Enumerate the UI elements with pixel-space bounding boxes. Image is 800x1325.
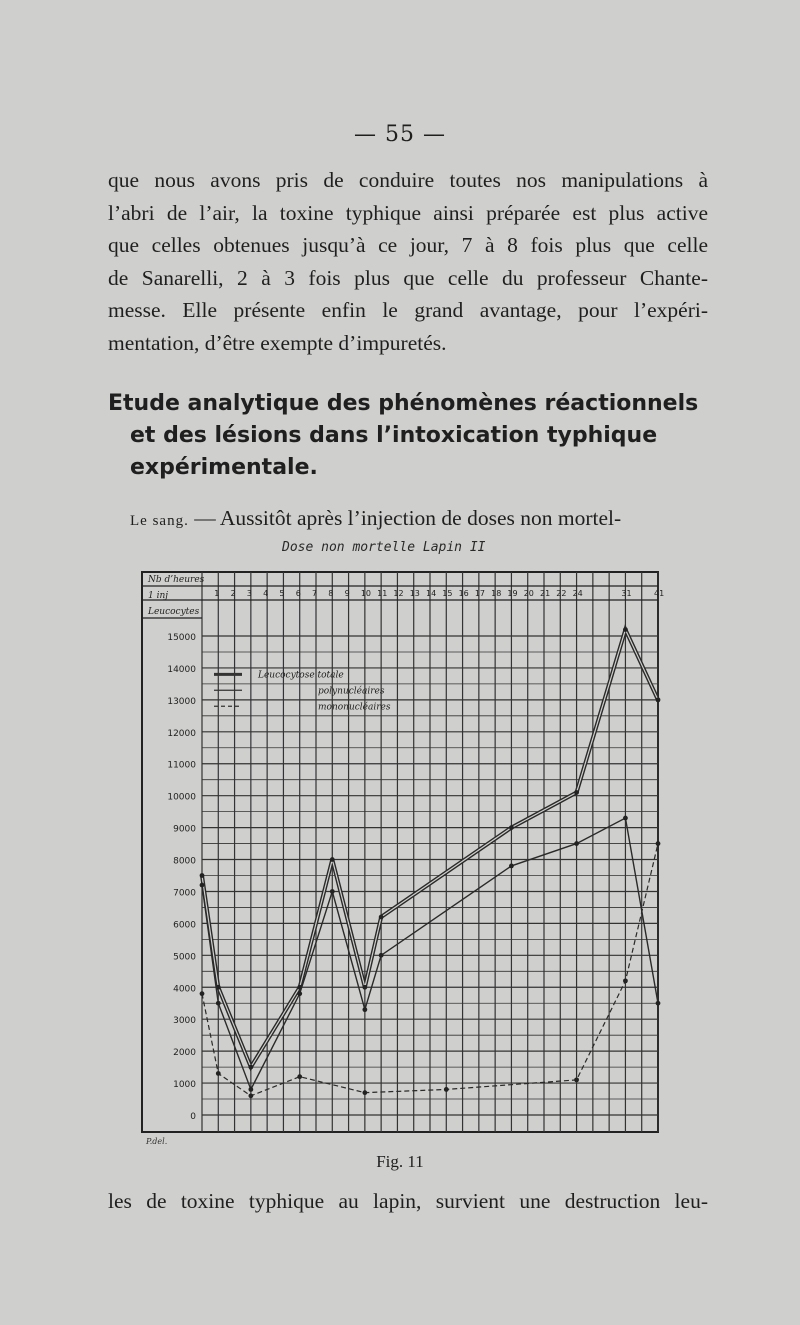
x-tick-label: 14: [426, 589, 437, 598]
data-point: [509, 864, 514, 869]
data-point: [248, 1087, 253, 1092]
x-tick-label: 13: [409, 589, 420, 598]
x-tick-label: 9: [344, 589, 350, 598]
y-tick-label: 14000: [167, 664, 196, 675]
paragraph-line: messe. Elle présente enfin le grand avantage, pour l’expéri-: [108, 298, 708, 322]
paragraph-line: l’abri de l’air, la toxine typhique ainsi préparée est plus active: [108, 200, 708, 225]
data-point: [330, 889, 335, 894]
data-point: [623, 816, 628, 821]
leucocyte-chart: [140, 560, 665, 1146]
paragraph-line: de Sanarelli, 2 à 3 fois plus que celle du professeur Chante-: [108, 265, 708, 290]
x-tick-label: 17: [474, 589, 486, 598]
paragraph-line: que nous avons pris de conduire toutes nos manipulations à: [108, 168, 708, 192]
data-point: [216, 1071, 221, 1076]
section-heading: [108, 388, 713, 484]
legend-label: mononucléaires: [318, 702, 391, 713]
heading-line: et des lésions dans l’intoxication typhique: [130, 423, 658, 448]
y-tick-label: 4000: [173, 984, 196, 995]
data-point: [216, 1001, 221, 1006]
y-tick-label: 7000: [173, 888, 196, 899]
x-tick-label: 20: [523, 589, 534, 598]
sang-label: Le sang.: [130, 513, 189, 529]
x-tick-label: 31: [621, 589, 632, 598]
x-tick-label: 7: [312, 589, 318, 598]
paragraph-line: mentation, d’être exempte d’impuretés.: [108, 330, 447, 355]
corner-label: 1 inj: [148, 591, 169, 601]
data-point: [362, 1007, 367, 1012]
data-point: [297, 991, 302, 996]
x-tick-label: 5: [279, 589, 285, 598]
data-point: [200, 991, 205, 996]
data-point: [623, 978, 628, 983]
body-paragraph: [108, 164, 708, 359]
page-number: — 55 —: [354, 122, 446, 147]
x-tick-label: 24: [572, 589, 583, 598]
x-tick-label: 3: [246, 589, 252, 598]
y-tick-label: 11000: [167, 760, 196, 771]
data-point: [656, 841, 661, 846]
data-point: [200, 883, 205, 888]
sang-text: — Aussitôt après l’injection de doses non mortel-: [188, 506, 622, 530]
legend-label: polynucléaires: [318, 686, 385, 697]
data-point: [656, 697, 661, 702]
y-tick-label: 2000: [173, 1048, 196, 1059]
x-tick-label: 16: [458, 589, 469, 598]
data-point: [362, 1090, 367, 1095]
x-tick-label: 11: [377, 589, 388, 598]
data-point: [574, 790, 579, 795]
y-tick-label: 13000: [167, 696, 196, 707]
x-tick-label: 2: [230, 589, 236, 598]
data-point: [248, 1065, 253, 1070]
x-tick-label: 41: [654, 589, 665, 598]
figure-caption: Fig. 11: [376, 1152, 424, 1171]
corner-label: Leucocytes: [148, 607, 200, 617]
data-point: [297, 1074, 302, 1079]
data-point: [248, 1093, 253, 1098]
x-tick-label: 21: [540, 589, 551, 598]
y-tick-label: 0: [190, 1112, 196, 1122]
data-point: [379, 953, 384, 958]
x-tick-label: 19: [507, 589, 518, 598]
y-tick-label: 5000: [173, 952, 196, 963]
sang-paragraph: [130, 503, 710, 536]
chart-frame: [142, 572, 658, 1132]
y-tick-label: 6000: [173, 920, 196, 931]
data-point: [509, 825, 514, 830]
data-point: [574, 1077, 579, 1082]
corner-label: Nb d’heures: [148, 575, 205, 585]
x-tick-label: 12: [393, 589, 404, 598]
y-tick-label: 8000: [173, 856, 196, 867]
x-tick-label: 1: [214, 589, 220, 598]
x-tick-label: 22: [556, 589, 567, 598]
x-tick-label: 6: [295, 589, 301, 598]
x-tick-label: 4: [263, 589, 269, 598]
paragraph-continuation: les de toxine typhique au lapin, survient une destruction leu-: [108, 1189, 708, 1213]
x-tick-label: 10: [360, 589, 372, 598]
heading-line: Etude analytique des phénomènes réactionnels: [108, 391, 699, 416]
heading-line: expérimentale.: [130, 455, 318, 480]
signature-mark: P.del.: [146, 1137, 168, 1146]
y-tick-label: 1000: [173, 1080, 196, 1091]
data-point: [330, 857, 335, 862]
x-tick-label: 18: [491, 589, 502, 598]
data-point: [362, 985, 367, 990]
y-tick-label: 12000: [167, 728, 196, 739]
data-point: [444, 1087, 449, 1092]
data-point: [656, 1001, 661, 1006]
data-point: [623, 627, 628, 632]
data-point: [574, 841, 579, 846]
y-tick-label: 15000: [167, 633, 196, 643]
legend-label: Leucocytose totale: [258, 670, 344, 681]
x-tick-label: 8: [328, 589, 334, 598]
data-point: [200, 873, 205, 878]
x-tick-label: 15: [442, 589, 453, 598]
chart-title: Dose non mortelle Lapin II: [282, 540, 486, 555]
y-tick-label: 3000: [173, 1016, 196, 1027]
data-point: [379, 915, 384, 920]
y-tick-label: 9000: [173, 824, 196, 835]
paragraph-line: que celles obtenues jusqu’à ce jour, 7 à 8 fois plus que celle: [108, 233, 708, 257]
y-tick-label: 10000: [167, 792, 196, 803]
